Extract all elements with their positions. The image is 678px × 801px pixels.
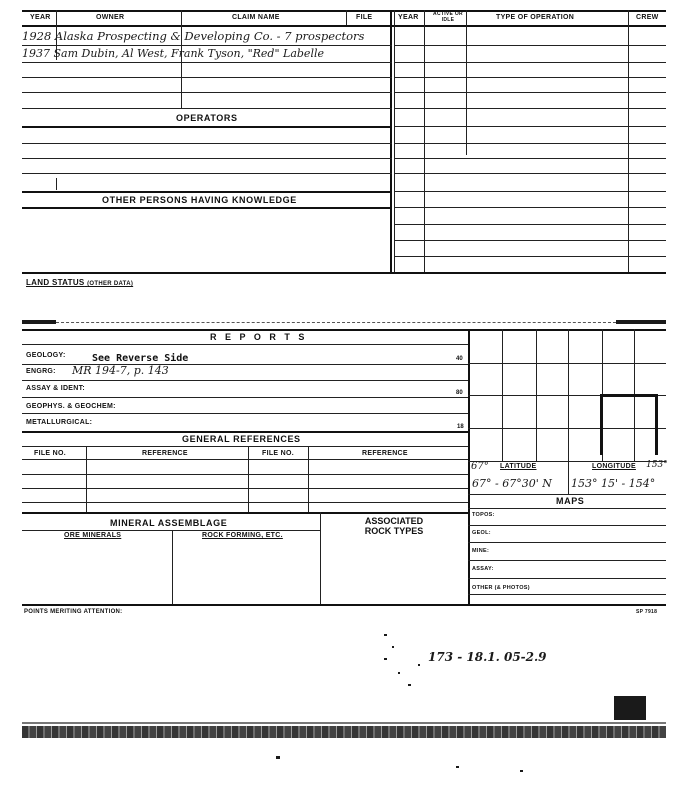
latitude-value: 67° - 67°30' N [472, 477, 552, 490]
mineral-assemblage-heading: MINERAL ASSEMBLAGE [110, 518, 228, 528]
gr-reference-1: REFERENCE [142, 450, 188, 457]
row-number-80: 80 [456, 390, 463, 396]
engrg-label: ENGRG: [26, 368, 56, 375]
assay-map-label: ASSAY: [472, 566, 494, 572]
ore-minerals-label: ORE MINERALS [64, 532, 122, 539]
location-box [600, 394, 658, 455]
scan-artifact-band [22, 726, 666, 738]
mine-label: MINE: [472, 548, 490, 554]
geophys-label: GEOPHYS. & GEOCHEM: [26, 403, 116, 410]
col-year-2: YEAR [398, 14, 419, 21]
engrg-value: MR 194-7, p. 143 [72, 364, 169, 377]
topos-label: TOPOS: [472, 512, 495, 518]
gr-file-no-1: FILE NO. [34, 450, 66, 457]
gr-reference-2: REFERENCE [362, 450, 408, 457]
metallurgical-label: METALLURGICAL: [26, 419, 93, 426]
other-photos-label: OTHER (& PHOTOS) [472, 585, 530, 591]
general-references-heading: GENERAL REFERENCES [182, 434, 301, 444]
row-number-18: 18 [457, 424, 464, 430]
col-claim-name: CLAIM NAME [232, 14, 280, 21]
owner-row-2: 1937 Sam Dubin, Al West, Frank Tyson, "Red" Labelle [22, 47, 324, 60]
longitude-value: 153° 15' - 154° [571, 477, 656, 490]
owner-row-1: 1928 Alaska Prospecting & Developing Co. - 7 prospectors [22, 29, 365, 43]
associated-rock-types-heading: ASSOCIATED ROCK TYPES [364, 516, 424, 536]
operators-heading: OPERATORS [176, 113, 238, 123]
geology-value: See Reverse Side [92, 353, 189, 364]
latitude-label: LATITUDE [500, 463, 537, 470]
points-meriting-attention: POINTS MERITING ATTENTION: [24, 609, 123, 615]
col-active-idle: ACTIVE OR IDLE [433, 11, 463, 23]
col-year: YEAR [30, 14, 51, 21]
stamp-number: 173 - 18.1. 05-2.9 [428, 650, 547, 664]
geology-label: GEOLOGY: [26, 352, 66, 359]
maps-heading: MAPS [556, 496, 585, 506]
reports-heading: R E P O R T S [210, 332, 308, 342]
geol-label: GEOL: [472, 530, 491, 536]
lat-prefix: 67° [471, 461, 489, 472]
other-persons-heading: OTHER PERSONS HAVING KNOWLEDGE [102, 195, 297, 205]
long-suffix: 153° [646, 460, 668, 470]
form-number: SP 7918 [636, 609, 658, 615]
row-number-40: 40 [456, 356, 463, 362]
rock-forming-label: ROCK FORMING, ETC. [202, 532, 283, 539]
longitude-label: LONGITUDE [592, 463, 636, 470]
col-file: FILE [356, 14, 373, 21]
land-status-label: LAND STATUS (OTHER DATA) [26, 278, 134, 287]
col-type-operation: TYPE OF OPERATION [496, 14, 575, 21]
scan-mark [614, 696, 646, 720]
assay-label: ASSAY & IDENT: [26, 385, 86, 392]
col-owner: OWNER [96, 14, 125, 21]
col-crew: CREW [636, 14, 659, 21]
gr-file-no-2: FILE NO. [262, 450, 294, 457]
